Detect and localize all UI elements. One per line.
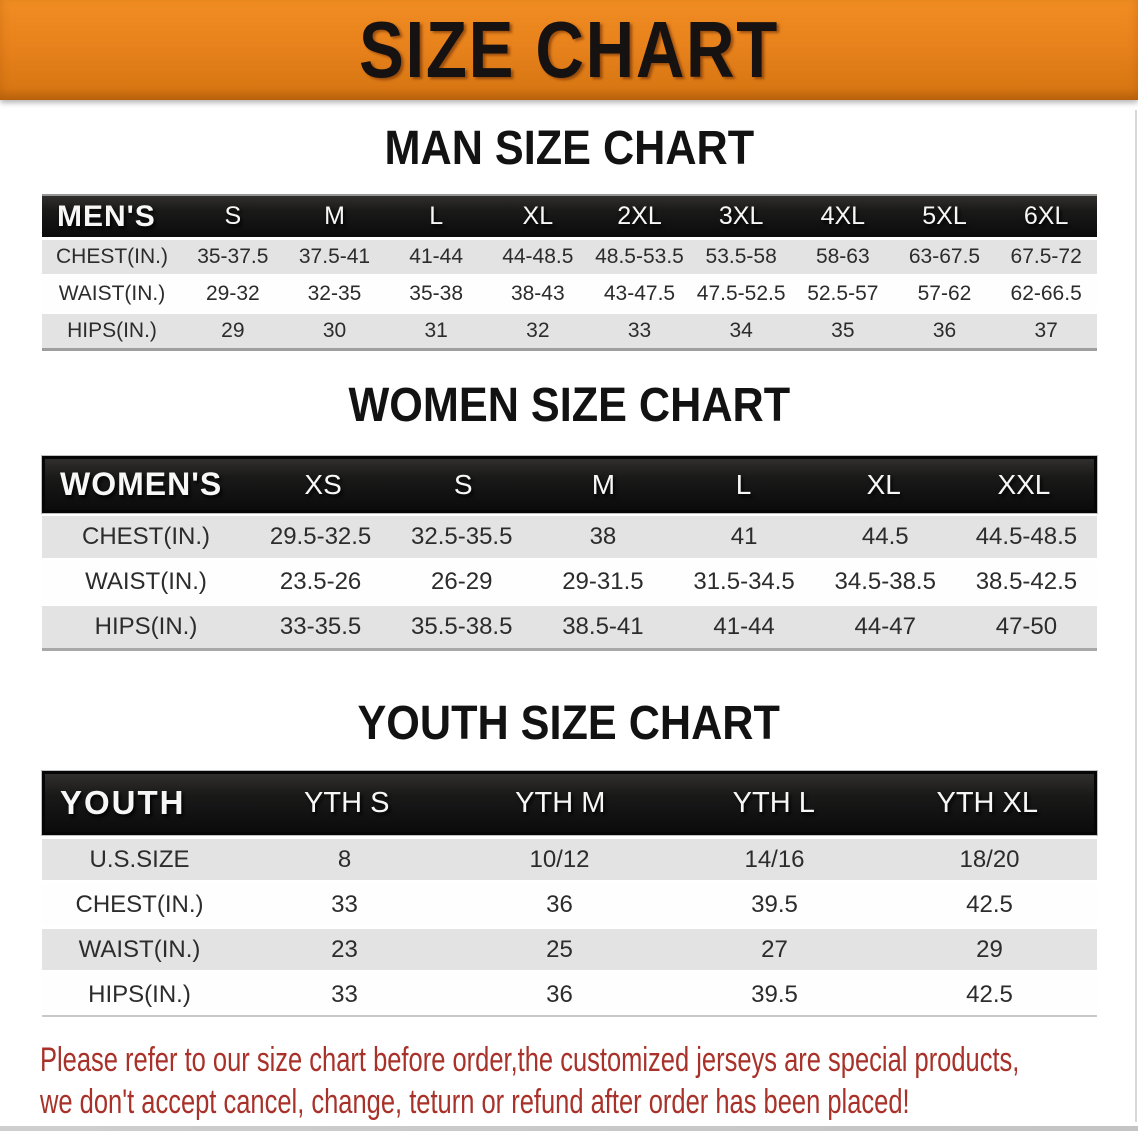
- size-value: 8: [337, 845, 352, 873]
- size-value: 34: [729, 319, 753, 342]
- table-row: [42, 839, 1097, 880]
- size-value: 34.5-38.5: [834, 568, 936, 595]
- size-value: 32.5-35.5: [411, 523, 513, 550]
- size-value: 43-47.5: [603, 282, 676, 305]
- row-label: U.S.SIZE: [89, 845, 190, 873]
- men-title-wrap: [0, 122, 1138, 175]
- size-value: 47-50: [995, 613, 1058, 640]
- size-column-header: S: [453, 468, 473, 500]
- size-value: 36: [932, 319, 957, 342]
- size-value: 23.5-26: [279, 568, 362, 595]
- size-value: 23: [331, 935, 358, 963]
- table-header-label: YOUTH: [60, 784, 186, 821]
- row-label: HIPS(IN.): [67, 319, 157, 342]
- row-label: CHEST(IN.): [56, 245, 168, 268]
- men-size-table: [42, 194, 1097, 351]
- size-value: 41-44: [713, 613, 775, 640]
- row-label: WAIST(IN.): [58, 282, 166, 305]
- table-header: [42, 771, 1097, 835]
- table-header: [42, 456, 1097, 513]
- size-value: 25: [546, 935, 573, 963]
- youth-size-table: [42, 771, 1097, 1017]
- size-value: 27: [761, 935, 788, 963]
- image-bottom-edge: [0, 1126, 1138, 1131]
- size-column-header: M: [591, 468, 616, 500]
- size-value: 29: [221, 319, 245, 342]
- size-value: 29: [976, 935, 1003, 963]
- size-value: 38-43: [510, 282, 565, 305]
- size-column-header: 2XL: [617, 202, 662, 230]
- size-column-header: L: [429, 202, 444, 230]
- banner-title: SIZE CHART: [359, 5, 779, 94]
- size-value: 29-32: [205, 282, 260, 305]
- size-value: 35: [831, 319, 855, 342]
- row-label: CHEST(IN.): [82, 523, 210, 550]
- size-value: 38.5-42.5: [975, 568, 1078, 595]
- women-section-title: WOMEN SIZE CHART: [348, 379, 790, 432]
- size-value: 58-63: [815, 245, 870, 268]
- size-value: 37.5-41: [298, 245, 371, 268]
- table-row: [42, 516, 1097, 558]
- size-value: 42.5: [966, 890, 1013, 918]
- size-column-header: XS: [304, 468, 342, 500]
- size-value: 36: [546, 890, 573, 918]
- table-row: [42, 277, 1097, 311]
- size-value: 26-29: [431, 568, 493, 595]
- table-row: [42, 974, 1097, 1015]
- size-value: 31.5-34.5: [693, 568, 795, 595]
- size-value: 63-67.5: [908, 245, 981, 268]
- table-header-label: WOMEN'S: [60, 466, 223, 502]
- size-column-header: XL: [522, 202, 554, 230]
- size-value: 35-37.5: [197, 245, 269, 268]
- row-label: WAIST(IN.): [78, 935, 201, 963]
- size-value: 32: [526, 319, 550, 342]
- section-women: [0, 379, 1138, 651]
- size-value: 42.5: [966, 980, 1013, 1008]
- men-section-title: MAN SIZE CHART: [384, 122, 754, 175]
- size-value: 29-31.5: [562, 568, 644, 595]
- table-header: [42, 194, 1097, 237]
- youth-title-wrap: [0, 697, 1138, 750]
- disclaimer-line-1: Please refer to our size chart before order,the customized jerseys are special products,: [40, 1041, 1020, 1079]
- women-size-table: [42, 456, 1097, 651]
- size-value: 31: [424, 319, 448, 342]
- table-row: [42, 884, 1097, 925]
- size-value: 41-44: [409, 245, 464, 268]
- table-row: [42, 929, 1097, 970]
- row-label: HIPS(IN.): [94, 613, 198, 640]
- size-value: 44.5: [861, 523, 909, 550]
- table-row: [42, 314, 1097, 348]
- size-column-header: YTH M: [515, 786, 606, 819]
- size-value: 38.5-41: [562, 613, 644, 640]
- size-value: 14/16: [744, 845, 805, 873]
- size-column-header: XXL: [997, 468, 1051, 500]
- size-value: 33: [331, 890, 358, 918]
- size-value: 47.5-52.5: [696, 282, 786, 305]
- row-label: HIPS(IN.): [88, 980, 191, 1008]
- section-men: [0, 122, 1138, 351]
- disclaimer-line-2: we don't accept cancel, change, teturn or refund after order has been placed!: [40, 1083, 910, 1121]
- size-value: 33: [331, 980, 358, 1008]
- size-value: 38: [589, 523, 617, 550]
- size-value: 48.5-53.5: [595, 245, 684, 268]
- row-label: WAIST(IN.): [85, 568, 207, 595]
- size-value: 44-47: [854, 613, 916, 640]
- size-column-header: YTH S: [304, 786, 390, 819]
- youth-section-title: YOUTH SIZE CHART: [357, 697, 781, 750]
- table-header-label: MEN'S: [57, 199, 156, 233]
- women-title-wrap: [0, 379, 1138, 432]
- disclaimer: [40, 1039, 1138, 1123]
- size-value: 52.5-57: [807, 282, 879, 305]
- size-value: 57-62: [917, 282, 972, 305]
- size-value: 35-38: [409, 282, 464, 305]
- size-value: 30: [322, 319, 347, 342]
- size-value: 39.5: [751, 980, 798, 1008]
- table-row: [42, 561, 1097, 603]
- size-value: 44-48.5: [502, 245, 574, 268]
- size-value: 18/20: [959, 845, 1020, 873]
- size-value: 32-35: [307, 282, 362, 305]
- size-column-header: 5XL: [922, 202, 967, 230]
- size-column-header: 4XL: [820, 202, 866, 230]
- size-column-header: S: [224, 202, 242, 230]
- size-column-header: M: [324, 202, 345, 230]
- size-column-header: L: [735, 468, 752, 500]
- size-value: 29.5-32.5: [269, 523, 372, 550]
- size-value: 53.5-58: [705, 245, 777, 268]
- section-youth: [0, 697, 1138, 1017]
- row-label: CHEST(IN.): [75, 890, 204, 918]
- size-column-header: 6XL: [1023, 202, 1069, 230]
- size-column-header: 3XL: [718, 202, 764, 230]
- size-value: 36: [546, 980, 573, 1008]
- size-value: 41: [730, 523, 758, 550]
- size-value: 33-35.5: [279, 613, 362, 640]
- table-row: [42, 606, 1097, 648]
- size-value: 35.5-38.5: [411, 613, 513, 640]
- size-value: 33: [627, 319, 652, 342]
- banner: [0, 0, 1138, 100]
- size-value: 37: [1034, 319, 1058, 342]
- image-right-edge: [1135, 110, 1137, 1122]
- size-value: 62-66.5: [1010, 282, 1082, 305]
- table-row: [42, 240, 1097, 274]
- size-value: 39.5: [751, 890, 798, 918]
- size-value: 44.5-48.5: [975, 523, 1078, 550]
- size-column-header: XL: [866, 468, 901, 500]
- size-value: 67.5-72: [1010, 245, 1082, 268]
- size-column-header: YTH XL: [936, 786, 1039, 819]
- size-value: 10/12: [529, 845, 590, 873]
- size-column-header: YTH L: [732, 786, 815, 819]
